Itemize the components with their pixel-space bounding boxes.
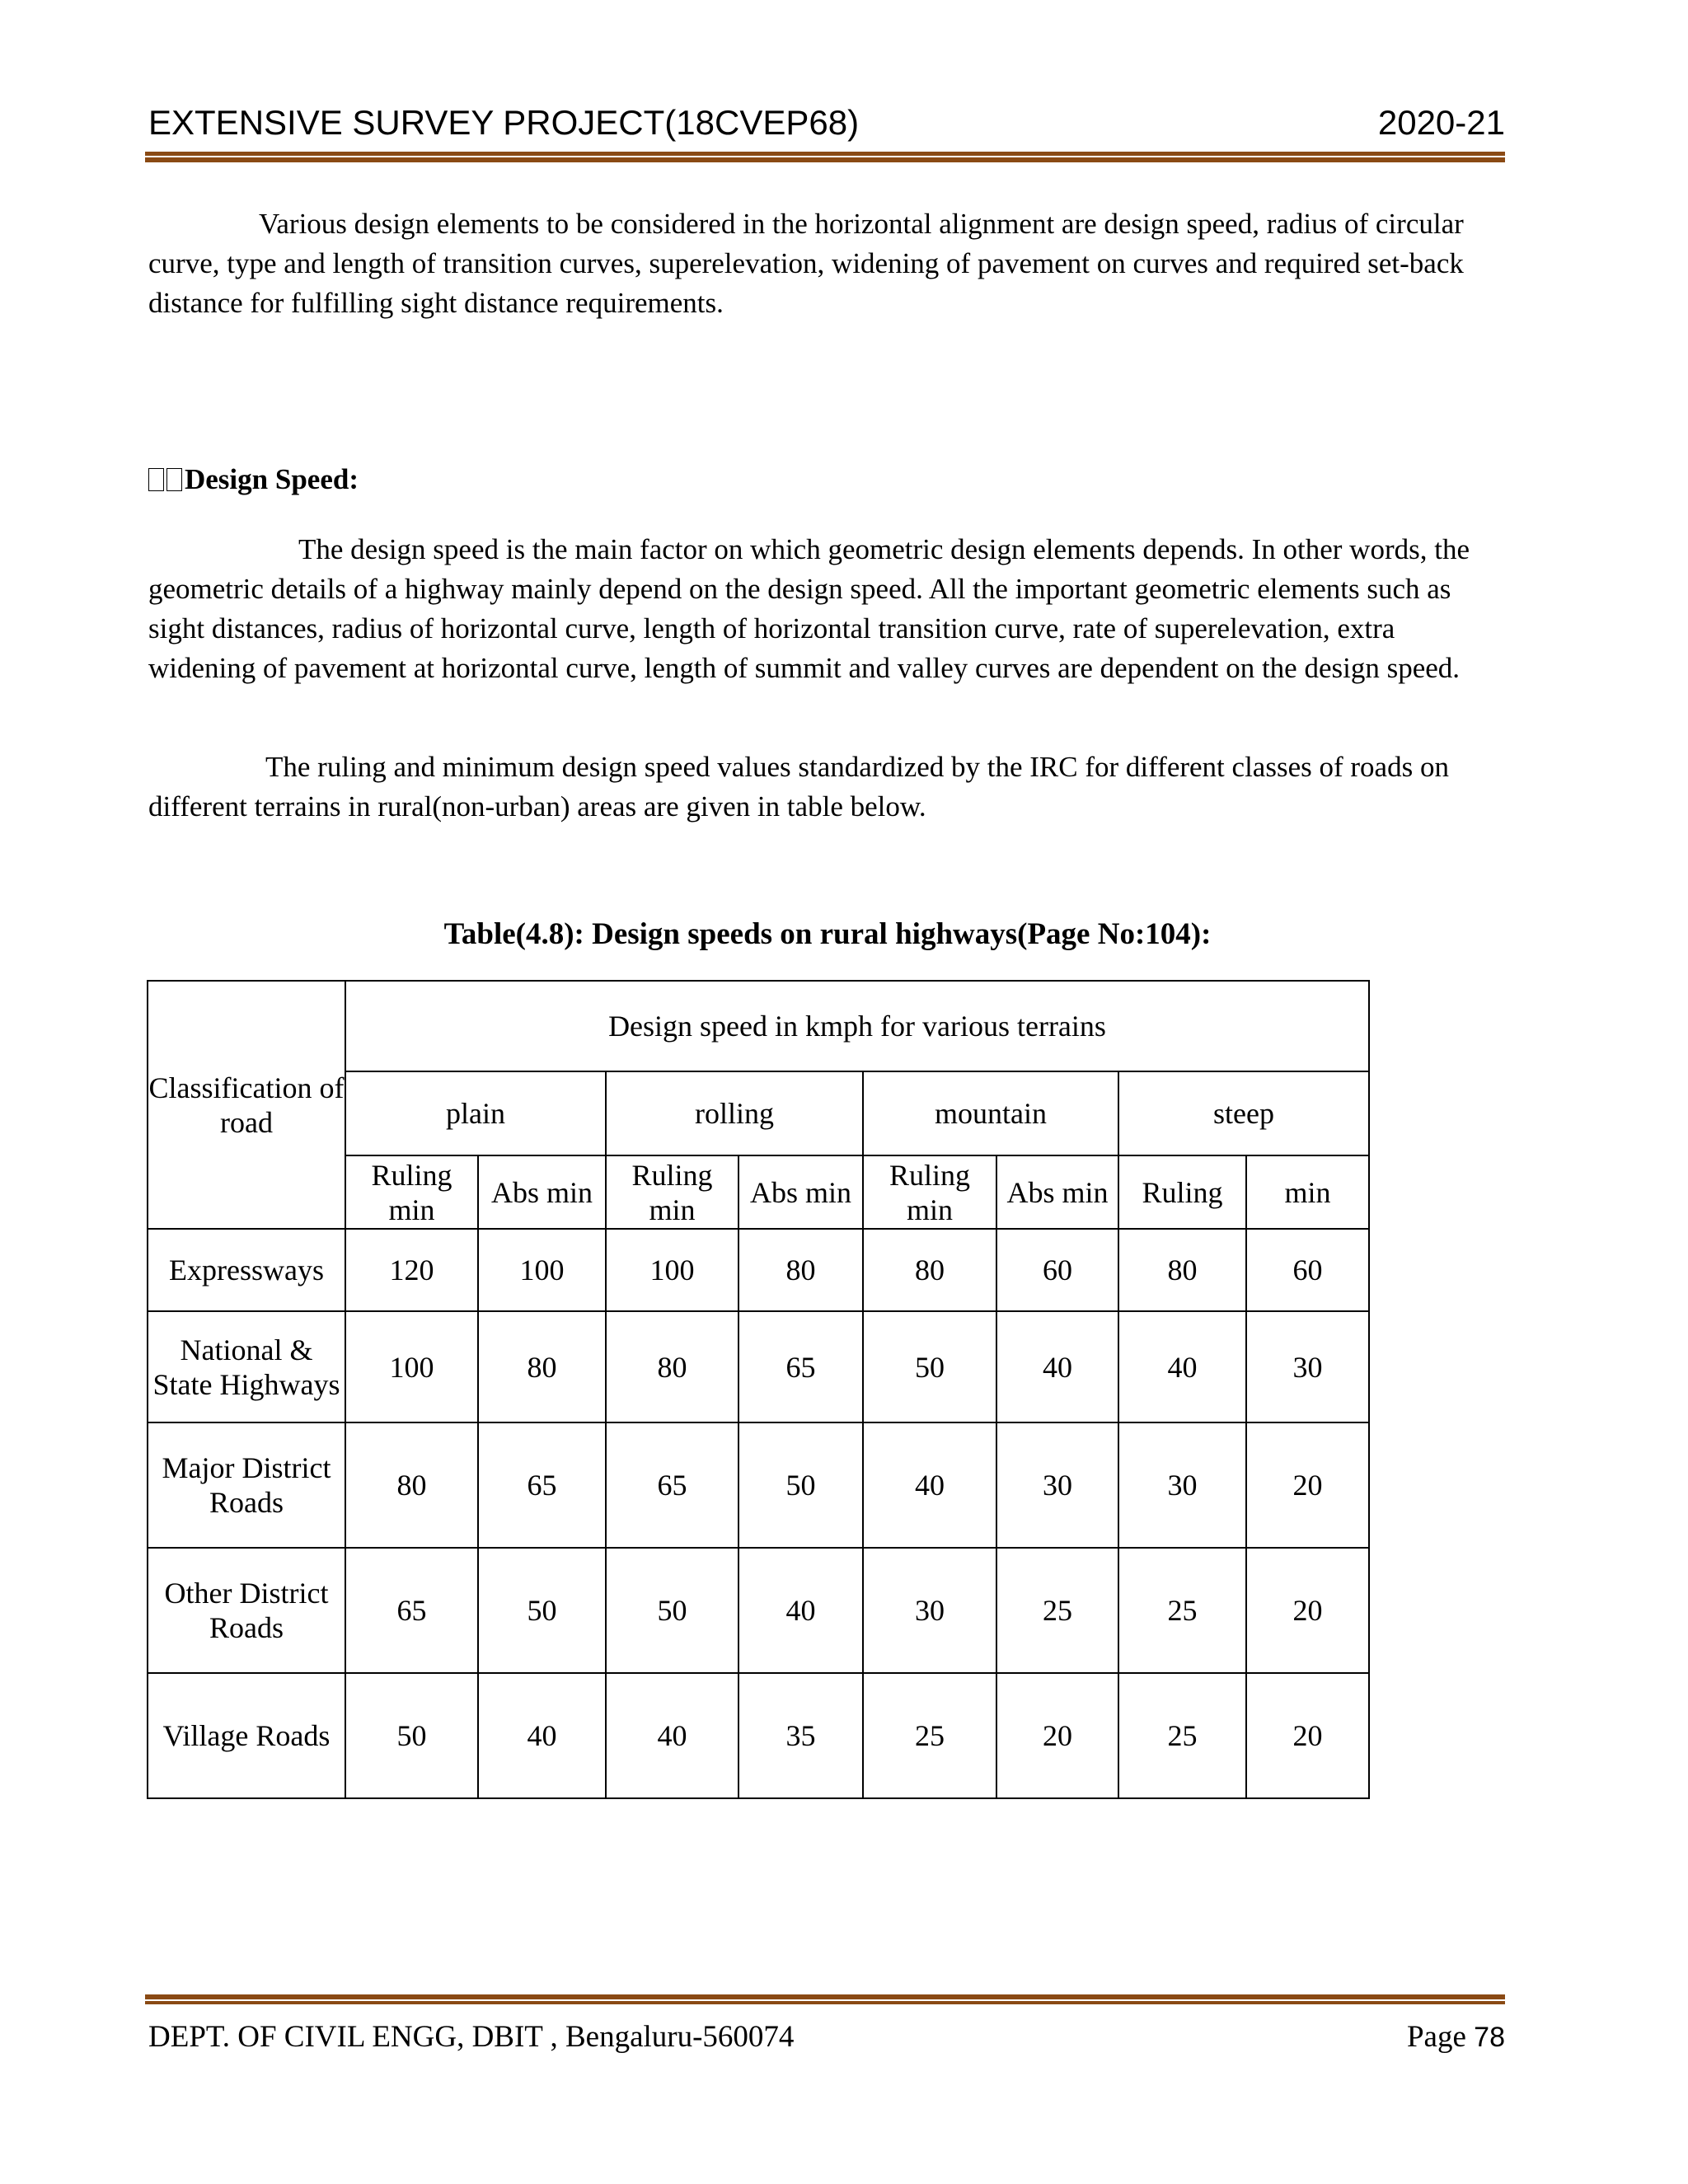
speed-cell: 30 — [863, 1548, 996, 1673]
speed-cell: 100 — [345, 1311, 478, 1422]
subheader-cell: min — [1246, 1155, 1369, 1229]
speed-cell: 65 — [345, 1548, 478, 1673]
speed-cell: 50 — [478, 1548, 606, 1673]
speed-cell: 120 — [345, 1229, 478, 1311]
row-label: National & State Highways — [148, 1311, 345, 1422]
terrain-header-steep: steep — [1118, 1071, 1369, 1155]
terrain-header-plain: plain — [345, 1071, 606, 1155]
subheader-cell: Ruling min — [863, 1155, 996, 1229]
speed-cell: 50 — [738, 1422, 863, 1548]
missing-glyph-icon — [148, 468, 164, 491]
speed-cell: 50 — [606, 1548, 738, 1673]
speed-cell: 80 — [606, 1311, 738, 1422]
speed-cell: 65 — [606, 1422, 738, 1548]
speed-cell: 25 — [996, 1548, 1118, 1673]
table-corner-header: Classification of road — [148, 981, 345, 1229]
speed-cell: 30 — [1246, 1311, 1369, 1422]
page-number: 78 — [1474, 2022, 1505, 2053]
row-label: Village Roads — [148, 1673, 345, 1798]
speed-cell: 20 — [1246, 1673, 1369, 1798]
subheader-cell: Ruling — [1118, 1155, 1246, 1229]
speed-cell: 100 — [606, 1229, 738, 1311]
terrain-header-mountain: mountain — [863, 1071, 1118, 1155]
speed-cell: 40 — [478, 1673, 606, 1798]
speed-cell: 40 — [863, 1422, 996, 1548]
design-speed-table — [147, 980, 1370, 1799]
speed-cell: 100 — [478, 1229, 606, 1311]
subheader-cell: Abs min — [996, 1155, 1118, 1229]
speed-cell: 80 — [863, 1229, 996, 1311]
table-row — [148, 1422, 1369, 1548]
subheader-cell: Ruling min — [606, 1155, 738, 1229]
subheader-cell: Abs min — [478, 1155, 606, 1229]
speed-cell: 65 — [478, 1422, 606, 1548]
intro-paragraph: Various design elements to be considered in the horizontal alignment are design speed, radius of circular curve, type and length of transition curves, superelevation, widening of pavement on curves and required set-back distance for fulfilling sight distance requirements. — [148, 208, 1464, 319]
page-label: Page — [1406, 2020, 1466, 2054]
speed-cell: 80 — [1118, 1229, 1246, 1311]
speed-cell: 25 — [1118, 1548, 1246, 1673]
speed-cell: 60 — [996, 1229, 1118, 1311]
speed-cell: 20 — [1246, 1548, 1369, 1673]
row-label: Expressways — [148, 1229, 345, 1311]
speed-cell: 30 — [1118, 1422, 1246, 1548]
table-row — [148, 1673, 1369, 1798]
footer-rule-thick — [145, 1994, 1505, 1999]
speed-cell: 20 — [996, 1673, 1118, 1798]
section-heading-design-speed — [148, 460, 359, 499]
speed-cell: 80 — [345, 1422, 478, 1548]
speed-cell: 60 — [1246, 1229, 1369, 1311]
subheader-cell: Abs min — [738, 1155, 863, 1229]
speed-cell: 65 — [738, 1311, 863, 1422]
footer-page — [1407, 2018, 1505, 2057]
table-group-header: Design speed in kmph for various terrains — [345, 981, 1369, 1071]
speed-cell: 80 — [478, 1311, 606, 1422]
subheader-cell: Ruling min — [345, 1155, 478, 1229]
speed-cell: 20 — [1246, 1422, 1369, 1548]
table-row — [148, 1311, 1369, 1422]
section-heading-text: Design Speed: — [185, 463, 359, 495]
speed-cell: 35 — [738, 1673, 863, 1798]
speed-cell: 25 — [1118, 1673, 1246, 1798]
row-label: Other District Roads — [148, 1548, 345, 1673]
speed-cell: 40 — [606, 1673, 738, 1798]
header-rule-thick — [145, 157, 1505, 162]
speed-cell: 50 — [863, 1311, 996, 1422]
header-year: 2020-21 — [1377, 103, 1505, 142]
ruling-speed-paragraph: The ruling and minimum design speed values standardized by the IRC for different classes of roads on different terrains in rural(non-urban) areas are given in table below. — [148, 751, 1449, 823]
speed-cell: 25 — [863, 1673, 996, 1798]
speed-cell: 40 — [996, 1311, 1118, 1422]
speed-cell: 40 — [738, 1548, 863, 1673]
table-row — [148, 1548, 1369, 1673]
header-rule-thin — [145, 152, 1505, 156]
table-caption: Table(4.8): Design speeds on rural highways(Page No:104): — [443, 917, 1212, 951]
speed-cell: 50 — [345, 1673, 478, 1798]
speed-cell: 30 — [996, 1422, 1118, 1548]
footer-department: DEPT. OF CIVIL ENGG, DBIT , Bengaluru-560074 — [148, 2020, 795, 2054]
speed-cell: 80 — [738, 1229, 863, 1311]
missing-glyph-icon — [166, 468, 182, 491]
row-label: Major District Roads — [148, 1422, 345, 1548]
header-title: EXTENSIVE SURVEY PROJECT(18CVEP68) — [148, 103, 860, 142]
table-row — [148, 1229, 1369, 1311]
design-speed-paragraph: The design speed is the main factor on which geometric design elements depends. In other words, the geometric details of a highway mainly depend on the design speed. All the important geometric elements such as sight distances, radius of horizontal curve, length of horizontal transition curve, rate of superelevation, extra widening of pavement at horizontal curve, length of summit and valley curves are dependent on the design speed. — [148, 533, 1470, 684]
speed-cell: 40 — [1118, 1311, 1246, 1422]
terrain-header-rolling: rolling — [606, 1071, 863, 1155]
footer-rule-thin — [145, 2001, 1505, 2004]
